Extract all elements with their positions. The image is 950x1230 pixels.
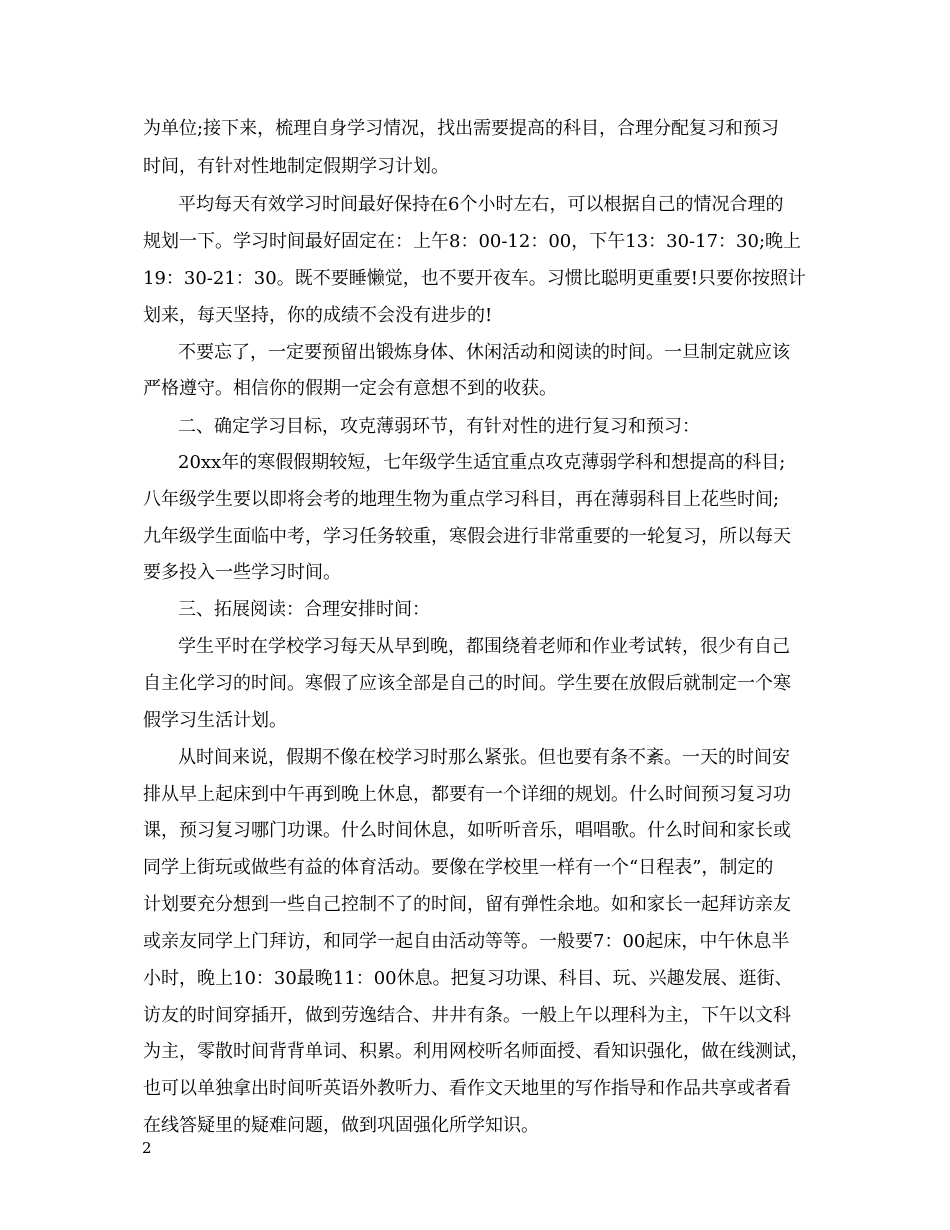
paragraph-start-line: 不要忘了，一定要预留出锻炼身体、休闲活动和阅读的时间。一旦制定就应该 — [178, 342, 790, 363]
section-heading-line: 二、确定学习目标，攻克薄弱环节，有针对性的进行复习和预习： — [178, 416, 700, 437]
text-line: 小时，晚上10：30最晚11：00休息。把复习功课、科目、玩、兴趣发展、逛街、 — [143, 968, 793, 989]
text-line: 要多投入一些学习时间。 — [143, 562, 341, 583]
section-heading-line: 三、拓展阅读：合理安排时间： — [178, 599, 430, 620]
text-line: 课，预习复习哪门功课。什么时间休息，如听听音乐，唱唱歌。什么时间和家长或 — [143, 820, 791, 841]
text-line: 为单位;接下来，梳理自身学习情况，找出需要提高的科目，合理分配复习和预习 — [143, 118, 780, 139]
text-line: 访友的时间穿插开，做到劳逸结合、井井有条。一般上午以理科为主，下午以文科 — [143, 1005, 791, 1026]
text-line: 同学上街玩或做些有益的体育活动。要像在学校里一样有一个“日程表”，制定的 — [143, 857, 774, 878]
text-line: 时间，有针对性地制定假期学习计划。 — [143, 156, 449, 177]
paragraph-start-line: 平均每天有效学习时间最好保持在6个小时左右，可以根据自己的情况合理的 — [178, 194, 784, 215]
text-line: 也可以单独拿出时间听英语外教听力、看作文天地里的写作指导和作品共享或者看 — [143, 1078, 791, 1099]
paragraph-start-line: 从时间来说，假期不像在校学习时那么紧张。但也要有条不紊。一天的时间安 — [178, 747, 790, 768]
text-line: 或亲友同学上门拜访，和同学一起自由活动等等。一般要7：00起床，中午休息半 — [143, 931, 790, 952]
text-line: 自主化学习的时间。寒假了应该全部是自己的时间。学生要在放假后就制定一个寒 — [143, 673, 791, 694]
text-line: 八年级学生要以即将会考的地理生物为重点学习科目，再在薄弱科目上花些时间; — [143, 489, 780, 510]
text-line: 假学习生活计划。 — [143, 710, 287, 731]
text-line: 规划一下。学习时间最好固定在：上午8：00-12：00，下午13：30-17：30;晚上 — [143, 231, 802, 252]
text-line: 19：30-21：30。既不要睡懒觉，也不要开夜车。习惯比聪明更重要!只要你按照计 — [143, 268, 806, 289]
text-line: 在线答疑里的疑难问题，做到巩固强化所学知识。 — [143, 1115, 539, 1136]
text-line: 划来，每天坚持，你的成绩不会没有进步的! — [143, 305, 493, 326]
text-line: 计划要充分想到一些自己控制不了的时间，留有弹性余地。如和家长一起拜访亲友 — [143, 894, 791, 915]
text-line: 严格遵守。相信你的假期一定会有意想不到的收获。 — [143, 378, 557, 399]
page-number: 2 — [142, 1139, 152, 1157]
paragraph-start-line: 20xx年的寒假假期较短，七年级学生适宜重点攻克薄弱学科和想提高的科目; — [178, 452, 786, 473]
text-line: 九年级学生面临中考，学习任务较重，寒假会进行非常重要的一轮复习，所以每天 — [143, 526, 791, 547]
paragraph-start-line: 学生平时在学校学习每天从早到晚，都围绕着老师和作业考试转，很少有自己 — [178, 636, 790, 657]
text-line: 排从早上起床到中午再到晚上休息，都要有一个详细的规划。什么时间预习复习功 — [143, 784, 791, 805]
text-line: 为主，零散时间背背单词、积累。利用网校听名师面授、看知识强化，做在线测试， — [143, 1041, 809, 1062]
